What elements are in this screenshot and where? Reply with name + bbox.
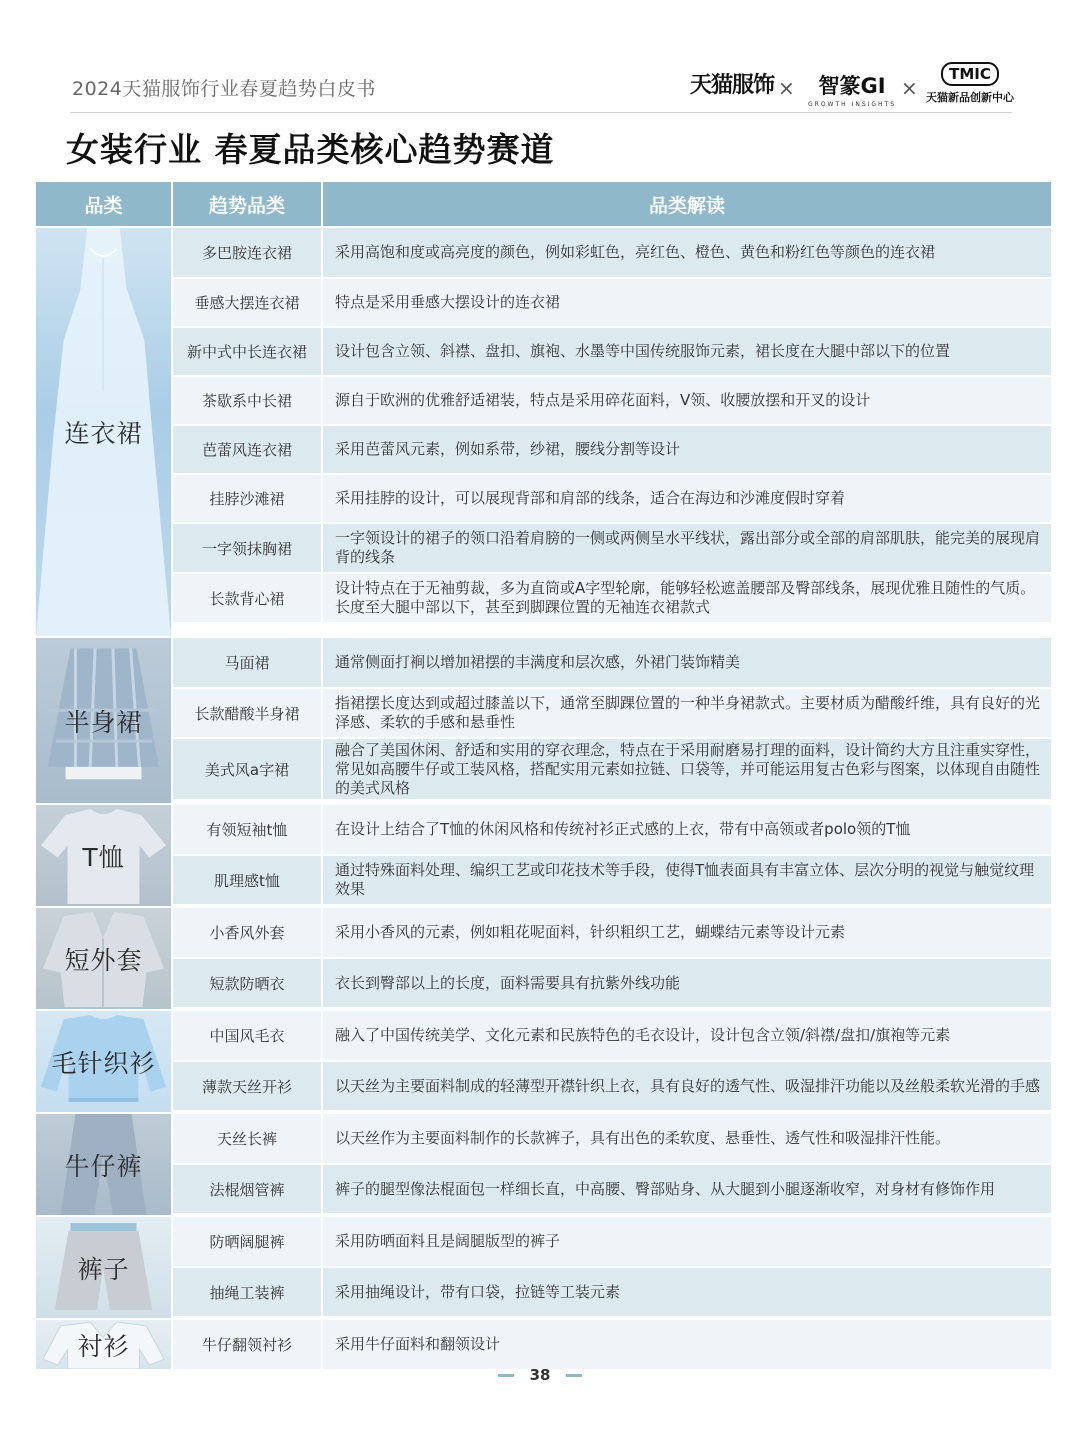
category-cell [36, 1217, 173, 1318]
category-rows [173, 638, 1051, 803]
category-label: 毛针织衫 [51, 1048, 156, 1078]
category-label: 连衣裙 [64, 419, 143, 448]
trend-category-cell: 长款背心裙 [173, 574, 323, 622]
table-row [173, 375, 1051, 424]
page-number-dash-right [566, 1374, 582, 1377]
trend-category-cell: 芭蕾风连衣裙 [173, 426, 323, 473]
trend-category-cell: 肌理感t恤 [173, 856, 323, 904]
trend-category-cell: 一字领抹胸裙 [173, 524, 323, 572]
page-number: 38 [529, 1366, 551, 1384]
trend-category-cell: 抽绳工装裤 [173, 1268, 323, 1316]
category-group [36, 1112, 1051, 1215]
category-rows [173, 805, 1051, 906]
trend-description-cell: 采用高饱和度或高亮度的颜色，例如彩虹色，亮红色、橙色、黄色和粉红色等颜色的连衣裙 [335, 243, 936, 261]
table-header [36, 182, 1051, 226]
table-row [173, 1011, 1051, 1060]
category-cell [36, 805, 173, 906]
partner-logos [690, 62, 1020, 112]
trend-description-cell: 以天丝作为主要面料制作的长款裤子，具有出色的柔软度、悬垂性、透气性和吸湿排汗性能。 [335, 1129, 951, 1147]
trend-description-cell: 设计特点在于无袖剪裁，多为直筒或A字型轮廓，能够轻松遮盖腰部及臀部线条，展现优雅且随性的气质。长度至大腿中部以下，甚至到脚踝位置的无袖连衣裙款式 [335, 579, 1036, 616]
table-row [173, 737, 1051, 799]
table-row [173, 326, 1051, 375]
trend-category-cell: 法棍烟管裤 [173, 1165, 323, 1213]
trend-description-cell: 在设计上结合了T恤的休闲风格和传统衬衫正式感的上衣，带有中高领或者polo领的T恤 [335, 820, 911, 838]
category-cell [36, 1320, 173, 1369]
trend-category-cell: 小香风外套 [173, 908, 323, 957]
table-row [173, 277, 1051, 326]
trend-description-cell: 采用抽绳设计，带有口袋，拉链等工装元素 [335, 1282, 621, 1301]
category-label: 半身裙 [64, 707, 143, 737]
category-group [36, 803, 1051, 906]
trend-category-cell: 薄款天丝开衫 [173, 1062, 323, 1110]
category-label: T恤 [82, 842, 125, 872]
category-label: 衬衫 [77, 1331, 130, 1361]
trend-description-cell: 采用挂脖的设计，可以展现背部和肩部的线条，适合在海边和沙滩度假时穿着 [335, 489, 846, 507]
trend-category-cell: 短款防晒衣 [173, 959, 323, 1007]
document-title: 2024天猫服饰行业春夏趋势白皮书 [72, 78, 376, 100]
table-row [173, 424, 1051, 473]
table-row [173, 522, 1051, 572]
trend-description-cell: 融入了中国传统美学、文化元素和民族特色的毛衣设计，设计包含立领/斜襟/盘扣/旗袍等元素 [335, 1026, 951, 1044]
logo-separator: × [901, 76, 918, 100]
category-cell [36, 638, 173, 803]
table-row [173, 1320, 1051, 1369]
header-divider [70, 112, 1012, 113]
trend-description-cell: 裤子的腿型像法棍面包一样细长直，中高腰、臀部贴身、从大腿到小腿逐渐收窄，对身材有修饰作用 [335, 1179, 996, 1198]
table-body [36, 226, 1051, 1369]
table-row [173, 805, 1051, 854]
trend-description-cell: 指裙摆长度达到或超过膝盖以下，通常至脚踝位置的一种半身裙款式。主要材质为醋酸纤维，具有良好的光泽感、柔软的手感和悬垂性 [335, 694, 1041, 731]
category-rows [173, 1011, 1051, 1112]
trend-description-cell: 衣长到臀部以上的长度，面料需要具有抗紫外线功能 [335, 973, 681, 992]
category-cell [36, 1011, 173, 1112]
trend-category-cell: 多巴胺连衣裙 [173, 228, 323, 277]
zhizhuan-logo-text: 智篆GI [818, 74, 886, 98]
trend-category-cell: 垂感大摆连衣裙 [173, 279, 323, 326]
category-cell [36, 908, 173, 1009]
table-row [173, 228, 1051, 277]
category-group [36, 636, 1051, 803]
table-row [173, 1114, 1051, 1163]
logo-separator: × [778, 76, 795, 100]
table-row [173, 1217, 1051, 1266]
table-row [173, 638, 1051, 687]
trend-category-cell: 马面裙 [173, 638, 323, 687]
table-row [173, 1060, 1051, 1110]
trend-category-cell: 美式风a字裙 [173, 739, 323, 799]
tmall-apparel-logo: 天猫服饰 [690, 73, 775, 98]
trend-category-cell: 有领短袖t恤 [173, 805, 323, 854]
trend-category-cell: 茶歇系中长裙 [173, 377, 323, 424]
trend-description-cell: 采用小香风的元素，例如粗花呢面料，针织粗织工艺，蝴蝶结元素等设计元素 [335, 923, 846, 941]
column-header-category: 品类 [36, 182, 173, 226]
table-row [173, 908, 1051, 957]
trend-description-cell: 采用芭蕾风元素，例如系带，纱裙，腰线分割等设计 [335, 440, 681, 458]
trend-description-cell: 采用牛仔面料和翻领设计 [335, 1335, 501, 1353]
trend-description-cell: 一字领设计的裙子的领口沿着肩膀的一侧或两侧呈水平线状，露出部分或全部的肩部肌肤，能完美的展现肩背的线条 [335, 529, 1041, 566]
category-rows [173, 1320, 1051, 1369]
page-header [0, 0, 1080, 120]
category-group [36, 226, 1051, 636]
trend-category-cell: 防晒阔腿裤 [173, 1217, 323, 1266]
page-title: 女装行业 春夏品类核心趋势赛道 [66, 130, 555, 169]
category-rows [173, 228, 1051, 636]
table-row [173, 687, 1051, 737]
trend-description-cell: 以天丝为主要面料制成的轻薄型开襟针织上衣，具有良好的透气性、吸湿排汗功能以及丝般柔软光滑的手感 [335, 1076, 1041, 1095]
category-group [36, 906, 1051, 1009]
table-row [173, 957, 1051, 1007]
category-rows [173, 1217, 1051, 1318]
tmic-logo [926, 62, 1014, 105]
category-rows [173, 1114, 1051, 1215]
zhizhuan-gi-logo [808, 70, 896, 108]
trend-description-cell: 通常侧面打裥以增加裙摆的丰满度和层次感，外裙门装饰精美 [335, 653, 741, 671]
category-group [36, 1318, 1051, 1369]
trend-description-cell: 特点是采用垂感大摆设计的连衣裙 [335, 293, 561, 311]
trend-category-cell: 新中式中长连衣裙 [173, 328, 323, 375]
trend-table [36, 182, 1051, 1369]
category-label: 牛仔裤 [64, 1151, 143, 1181]
zhizhuan-logo-subtext: GROWTH INSIGHTS [808, 101, 897, 108]
category-group [36, 1009, 1051, 1112]
trend-description-cell: 融合了美国休闲、舒适和实用的穿衣理念，特点在于采用耐磨易打理的面料，设计简约大方且注重实穿性，常见如高腰牛仔或工装风格，搭配实用元素如拉链、口袋等，并可能运用复古色彩与图案，以体现自由随性的美式风格 [335, 740, 1041, 797]
category-cell [36, 1114, 173, 1215]
table-row [173, 854, 1051, 904]
table-row [173, 1266, 1051, 1316]
category-rows [173, 908, 1051, 1009]
trend-category-cell: 挂脖沙滩裙 [173, 475, 323, 522]
column-header-description: 品类解读 [648, 194, 725, 217]
table-row [173, 572, 1051, 622]
trend-category-cell: 牛仔翻领衬衫 [173, 1320, 323, 1369]
category-label: 短外套 [64, 945, 143, 975]
trend-description-cell: 通过特殊面料处理、编织工艺或印花技术等手段，使得T恤表面具有丰富立体、层次分明的视觉与触觉纹理效果 [335, 861, 1035, 898]
category-group [36, 1215, 1051, 1318]
column-header-trend: 趋势品类 [173, 182, 323, 226]
tmic-logo-text: TMIC [941, 62, 999, 86]
trend-description-cell: 源自于欧洲的优雅舒适裙装，特点是采用碎花面料，V领、收腰放摆和开叉的设计 [335, 391, 871, 409]
table-row [173, 473, 1051, 522]
trend-category-cell: 中国风毛衣 [173, 1011, 323, 1060]
trend-description-cell: 采用防晒面料且是阔腿版型的裤子 [335, 1232, 561, 1250]
category-label: 裤子 [77, 1254, 130, 1284]
trend-category-cell: 天丝长裤 [173, 1114, 323, 1163]
table-row [173, 1163, 1051, 1213]
trend-category-cell: 长款醋酸半身裙 [173, 689, 323, 737]
category-cell [36, 228, 173, 636]
trend-description-cell: 设计包含立领、斜襟、盘扣、旗袍、水墨等中国传统服饰元素，裙长度在大腿中部以下的位置 [335, 342, 951, 360]
tmic-logo-subtext: 天猫新品创新中心 [926, 91, 1014, 104]
